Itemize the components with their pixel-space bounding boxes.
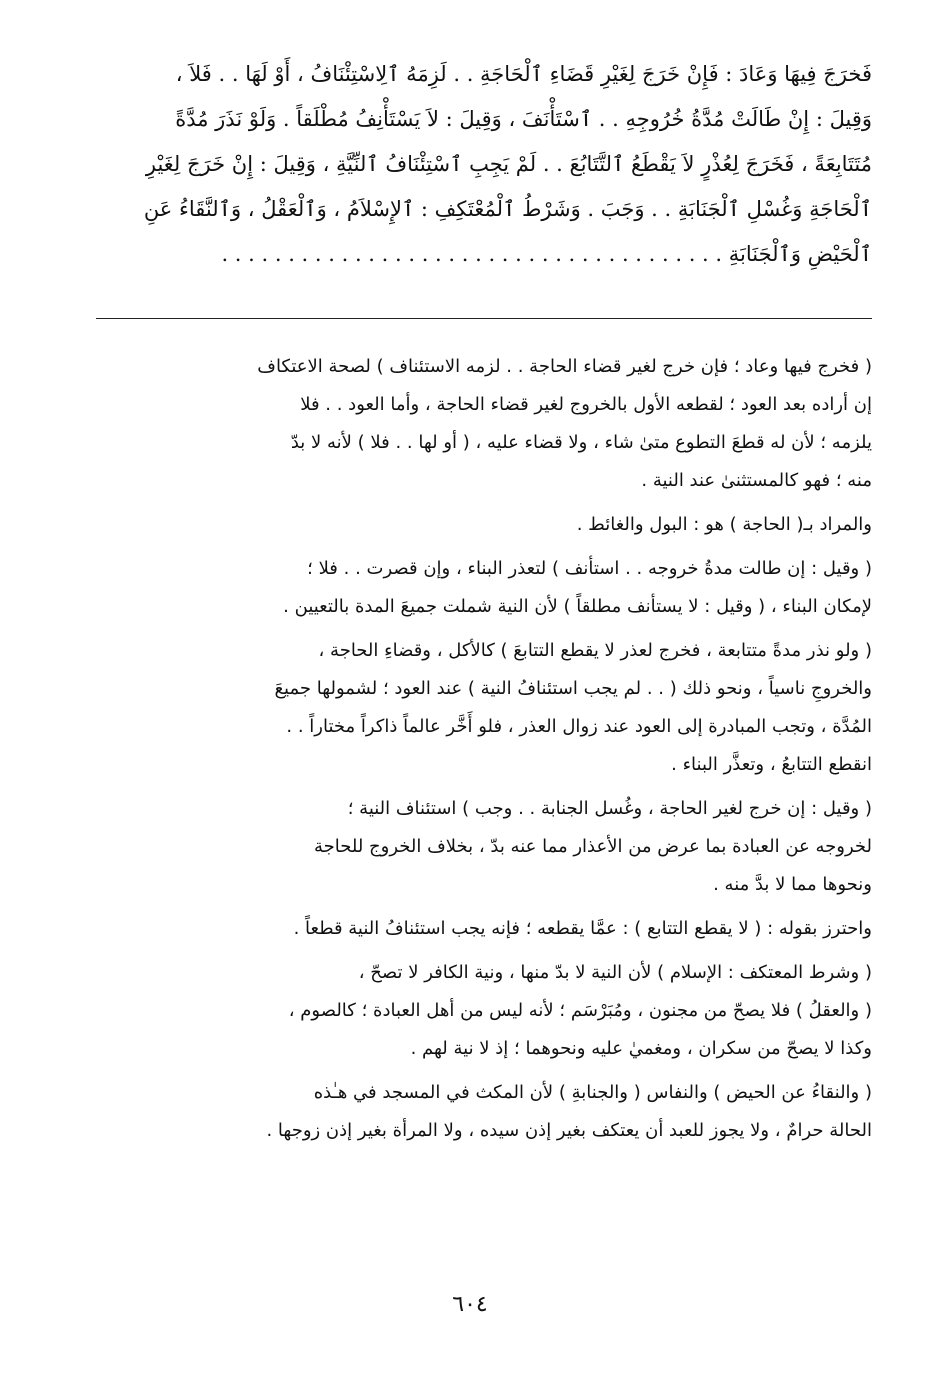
commentary-line: انقطع التتابعُ ، وتعذَّر البناء . [671,754,872,775]
commentary-line: ( وقيل : إن طالت مدةُ خروجه . . استأنف ) لتعذر البناء ، وإن قصرت . . فلا ؛ [307,558,872,579]
commentary-line: لخروجه عن العبادة بما عرض من الأعذار مما عنه بدّ ، بخلاف الخروج للحاجة [313,836,872,857]
commentary-paragraph [68,954,872,1068]
main-text-line: وَقِيلَ : إِنْ طَالَتْ مُدَّةُ خُرُوجِهِ . . ٱسْتَأْنَفَ ، وَقِيلَ : لاَ يَسْتَأْنِفُ مُطْلَقاً . وَلَوْ نَذَرَ مُدَّةً [175,107,872,131]
commentary-line: لإمكان البناء ، ( وقيل : لا يستأنف مطلقاً ) لأن النية شملت جميعَ المدة بالتعيين . [283,596,872,617]
commentary-line: ( والعقلُ ) فلا يصحّ من مجنون ، ومُبَرْسَم ؛ لأنه ليس من أهل العبادة ؛ كالصوم ، [288,1000,872,1021]
commentary-line: ( فخرج فيها وعاد ؛ فإن خرج لغير قضاء الحاجة . . لزمه الاستئناف ) لصحة الاعتكاف [257,356,872,377]
main-text-line: مُتَتَابِعَةً ، فَخَرَجَ لِعُذْرٍ لاَ يَقْطَعُ ٱلتَّتَابُعَ . . لَمْ يَجِبِ ٱسْتِئْنَافُ ٱلنِّيَّةِ ، وَقِيلَ : إِنْ خَرَجَ لِغَيْرِ [145,152,872,176]
commentary-line: يلزمه ؛ لأن له قطعَ التطوع متىٰ شاء ، ولا قضاء عليه ، ( أو لها . . فلا ) لأنه لا بدّ [290,432,872,453]
page-number: ٦٠٤ [452,1292,488,1317]
main-text-line: فَخرَجَ فِيهَا وَعَادَ : فَإِنْ خَرَجَ لِغَيْرِ قَضَاءِ ٱلْحَاجَةِ . . لَزِمَهُ ٱلِاسْتِئْنَافُ ، أَوْ لَهَا . . فَلاَ ، [175,62,872,86]
commentary-line: ( وقيل : إن خرج لغير الحاجة ، وغُسل الجنابة . . وجب ) استئناف النية ؛ [347,798,872,819]
commentary-line: ( ولو نذر مدةً متتابعة ، فخرج لعذر لا يقطع التتابعَ ) كالأكل ، وقضاءِ الحاجة ، [318,640,872,661]
commentary-line: واحترز بقوله : ( لا يقطع التتابع ) : عمَّا يقطعه ؛ فإنه يجب استئنافُ النية قطعاً . [293,918,872,939]
main-text-line: ٱلْحَاجَةِ وَغُسْلِ ٱلْجَنَابَةِ . . وَجَبَ . وَشَرْطُ ٱلْمُعْتَكِفِ : ٱلإِسْلاَمُ ، وَٱلْعَقْلُ ، وَٱلنَّقَاءُ عَنِ [143,197,872,221]
commentary-paragraph [68,506,872,544]
commentary-line: منه ؛ فهو كالمستثنىٰ عند النية . [641,470,872,491]
separator-line [96,318,872,319]
commentary-line: ونحوها مما لا بدَّ منه . [713,874,872,895]
commentary-line: وكذا لا يصحّ من سكران ، ومغميٰ عليه ونحوهما ؛ إذ لا نية لهم . [410,1038,872,1059]
commentary-line: ( والنقاءُ عن الحيض ) والنفاس ( والجنابةِ ) لأن المكث في المسجد في هـٰذه [313,1082,872,1103]
commentary-line: الحالة حرامٌ ، ولا يجوز للعبد أن يعتكف بغير إذن سيده ، ولا المرأة بغير إذن زوجها . [266,1120,872,1141]
commentary-block [68,348,872,1156]
commentary-line: إن أراده بعد العود ؛ لقطعه الأول بالخروج لغير قضاء الحاجة ، وأما العود . . فلا [300,394,872,415]
commentary-line: والخروجِ ناسياً ، ونحو ذلك ( . . لم يجب استئنافُ النية ) عند العود ؛ لشمولها جميعَ [274,678,872,699]
main-text-block [82,52,872,277]
commentary-line: ( وشرط المعتكف : الإسلام ) لأن النية لا بدّ منها ، ونية الكافر لا تصحّ ، [358,962,872,983]
commentary-line: والمراد بـ( الحاجة ) هو : البول والغائط . [576,514,872,535]
commentary-paragraph [68,910,872,948]
main-text-line: ٱلْحَيْضِ وَٱلْجَنَابَةِ . . . . . . . . . . . . . . . . . . . . . . . . . . . . . . . . . . . . . . [221,242,872,266]
commentary-paragraph [68,790,872,904]
commentary-paragraph [68,550,872,626]
commentary-line: المُدَّة ، وتجب المبادرة إلى العود عند زوال العذر ، فلو أَخَّر عالماً ذاكراً مختاراً . . [286,716,872,737]
commentary-paragraph [68,1074,872,1150]
commentary-paragraph [68,632,872,784]
commentary-paragraph [68,348,872,500]
